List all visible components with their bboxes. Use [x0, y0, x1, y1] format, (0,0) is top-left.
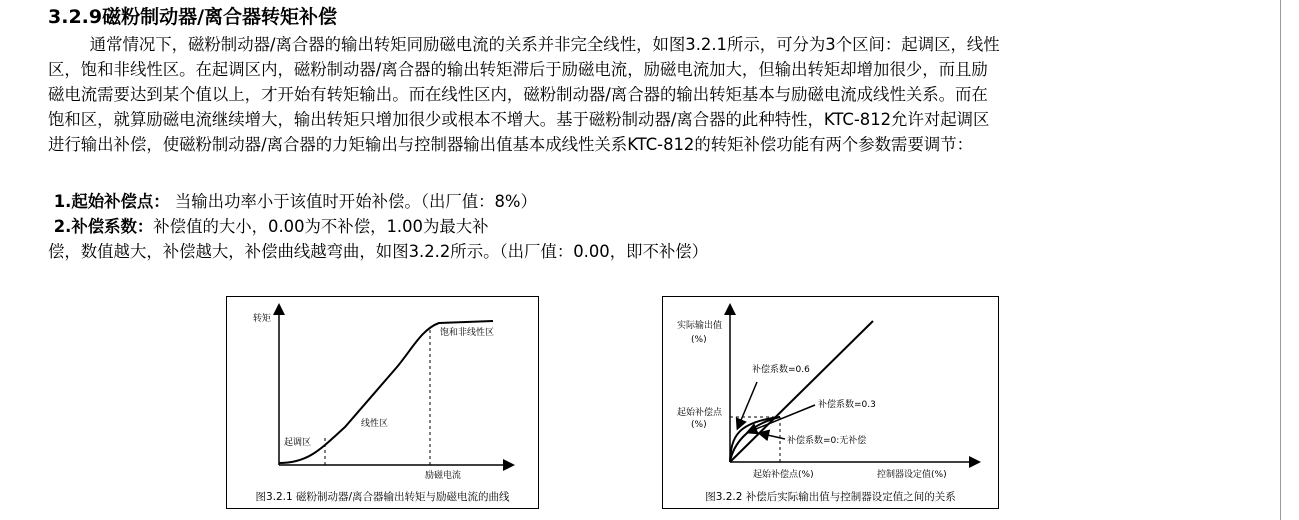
start-point-y-unit: (%) [691, 420, 707, 430]
section-title: 3.2.9磁粉制动器/离合器转矩补偿 [48, 6, 338, 28]
param-desc: 补偿值的大小，0.00为不补偿，1.00为最大补 [153, 217, 489, 236]
label-coef-0: 补偿系数=0:无补偿 [787, 436, 867, 446]
param-coefficient [48, 214, 1233, 239]
param-start-point [48, 189, 1233, 214]
page-border-line [1280, 0, 1281, 520]
x-axis-label: 励磁电流 [425, 471, 462, 481]
zone-label-start: 起调区 [284, 438, 312, 448]
figure-caption: 图3.2.2 补偿后实际输出值与控制器设定值之间的关系 [705, 491, 956, 503]
y-axis-label: 实际输出值 [677, 321, 723, 331]
y-axis-unit: (%) [691, 335, 707, 345]
start-point-x-label: 起始补偿点(%) [753, 470, 814, 480]
torque-curve-diagram [227, 297, 538, 508]
intro-line: 磁电流需要达到某个值以上，才开始有转矩输出。而在线性区内，磁粉制动器/离合器的输出转矩基本与励磁电流成线性关系。而在 [48, 85, 988, 104]
start-point-y-label: 起始补偿点 [677, 408, 723, 418]
y-axis-label: 转矩 [253, 314, 272, 324]
pointer-coef-0 [763, 434, 785, 439]
parameter-list [48, 189, 1233, 264]
figure-compensation-curve [662, 296, 999, 509]
param-coefficient-continued: 偿，数值越大，补偿越大，补偿曲线越弯曲，如图3.2.2所示。（出厂值：0.00，即不补偿） [48, 242, 709, 261]
figure-torque-curve [226, 296, 539, 509]
intro-line: 进行输出补偿，使磁粉制动器/离合器的力矩输出与控制器输出值基本成线性关系KTC-812的转矩补偿功能有两个参数需要调节： [48, 135, 974, 154]
intro-line: 饱和区，就算励磁电流继续增大，输出转矩只增加很少或根本不增大。基于磁粉制动器/离合器的此种特性，KTC-812允许对起调区 [48, 110, 990, 129]
label-coef-0-6: 补偿系数=0.6 [752, 365, 810, 375]
param-name: 1.起始补偿点： [48, 192, 170, 211]
intro-line: 通常情况下，磁粉制动器/离合器的输出转矩同励磁电流的关系并非完全线性，如图3.2.1所示，可分为3个区间：起调区，线性 [48, 35, 1000, 54]
compensation-diagram [663, 297, 998, 508]
label-coef-0-3: 补偿系数=0.3 [818, 400, 876, 410]
param-desc: 当输出功率小于该值时开始补偿。（出厂值：8%） [169, 192, 537, 211]
pointer-coef-0-6 [739, 382, 757, 425]
figure-caption: 图3.2.1 磁粉制动器/离合器输出转矩与励磁电流的曲线 [255, 491, 510, 503]
zone-label-linear: 线性区 [361, 419, 389, 429]
x-axis-label: 控制器设定值(%) [877, 470, 947, 480]
param-name: 2.补偿系数： [48, 217, 154, 236]
torque-curve [279, 321, 493, 463]
intro-paragraph [48, 32, 1233, 157]
intro-line: 区，饱和非线性区。在起调区内，磁粉制动器/离合器的输出转矩滞后于励磁电流，励磁电流加大，但输出转矩却增加很少，而且励 [48, 60, 988, 79]
zone-label-saturation: 饱和非线性区 [440, 328, 495, 338]
